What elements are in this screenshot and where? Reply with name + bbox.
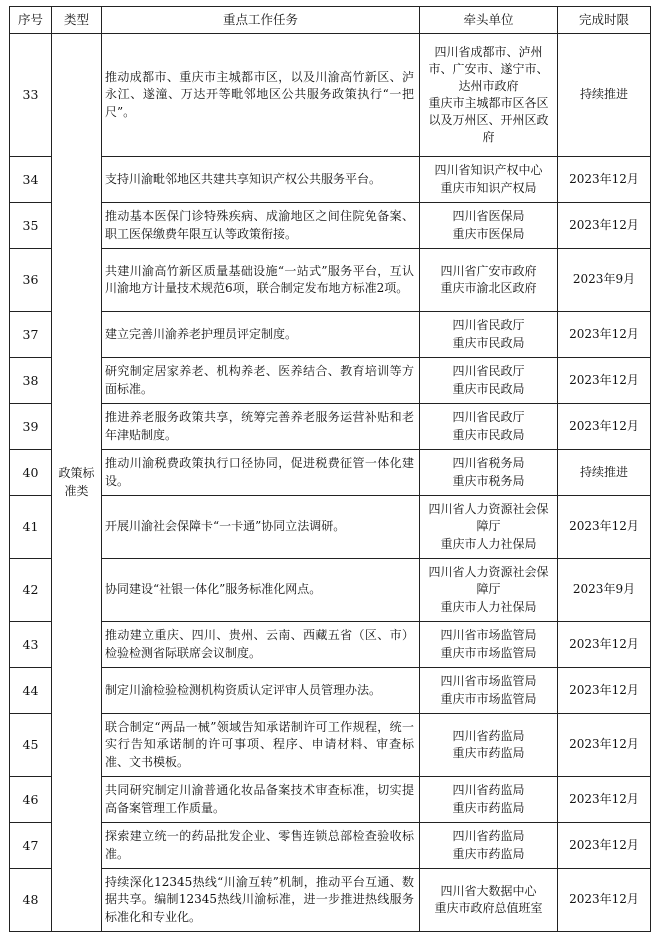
lead-unit: 重庆市主城都市区各区以及万州区、开州区政府	[428, 96, 549, 145]
lead-unit: 重庆市市场监管局	[440, 645, 537, 660]
lead-unit-cell	[420, 34, 558, 157]
table-row	[10, 249, 651, 312]
lead-unit: 重庆市民政局	[452, 427, 525, 442]
table-header-row	[10, 7, 651, 34]
task-table	[9, 6, 651, 932]
category-cell: 政策标准类	[52, 34, 102, 932]
deadline-cell: 持续推进	[558, 450, 651, 496]
lead-unit: 重庆市市场监管局	[440, 691, 537, 706]
header-task: 重点工作任务	[102, 7, 420, 34]
lead-unit: 四川省市场监管局	[440, 628, 537, 643]
row-number: 36	[10, 249, 52, 312]
row-number: 41	[10, 496, 52, 559]
table-row	[10, 668, 651, 714]
lead-unit: 重庆市药监局	[452, 746, 525, 760]
row-number: 37	[10, 312, 52, 358]
table-row	[10, 312, 651, 358]
header-deadline: 完成时限	[558, 7, 651, 34]
lead-unit: 四川省民政厅	[452, 318, 525, 333]
task-cell: 推动川渝税费政策执行口径协同，促进税费征管一体化建设。	[102, 450, 420, 496]
row-number: 33	[10, 34, 52, 157]
lead-unit-cell	[420, 777, 558, 823]
lead-unit-cell	[420, 249, 558, 312]
lead-unit-cell	[420, 714, 558, 777]
deadline-cell: 2023年12月	[558, 358, 651, 404]
row-number: 48	[10, 869, 52, 932]
lead-unit: 四川省税务局	[452, 456, 525, 471]
lead-unit-cell	[420, 404, 558, 450]
lead-unit: 四川省民政厅	[452, 364, 525, 379]
deadline-cell: 2023年12月	[558, 157, 651, 203]
lead-unit: 四川省成都市、泸州市、广安市、遂宁市、达州市政府	[428, 44, 549, 93]
lead-unit: 四川省药监局	[452, 829, 525, 844]
row-number: 39	[10, 404, 52, 450]
task-cell: 研究制定居家养老、机构养老、医养结合、教育培训等方面标准。	[102, 358, 420, 404]
lead-unit-cell	[420, 358, 558, 404]
lead-unit: 四川省药监局	[452, 728, 525, 743]
row-number: 45	[10, 714, 52, 777]
lead-unit: 重庆市人力社保局	[440, 599, 537, 614]
table-row	[10, 496, 651, 559]
table-row	[10, 157, 651, 203]
lead-unit: 四川省市场监管局	[440, 674, 537, 689]
deadline-cell: 2023年12月	[558, 203, 651, 249]
lead-unit: 重庆市税务局	[452, 473, 525, 488]
deadline-cell: 2023年12月	[558, 622, 651, 668]
deadline-cell: 2023年12月	[558, 714, 651, 777]
lead-unit: 四川省广安市政府	[440, 263, 537, 278]
lead-unit: 四川省大数据中心	[440, 883, 537, 898]
deadline-cell: 2023年12月	[558, 777, 651, 823]
lead-unit-cell	[420, 157, 558, 203]
task-cell: 开展川渝社会保障卡“一卡通”协同立法调研。	[102, 496, 420, 559]
lead-unit-cell	[420, 622, 558, 668]
task-cell: 联合制定“两品一械”领域告知承诺制许可工作规程，统一实行告知承诺制的许可事项、程序、申请材料、审查标准、文书模板。	[102, 714, 420, 777]
lead-unit: 四川省知识产权中心	[434, 163, 543, 178]
lead-unit-cell	[420, 203, 558, 249]
lead-unit: 重庆市民政局	[452, 335, 525, 350]
lead-unit: 重庆市民政局	[452, 381, 525, 396]
task-cell: 共建川渝高竹新区质量基础设施“一站式”服务平台，互认川渝地方计量技术规范6项，联合制定发布地方标准2项。	[102, 249, 420, 312]
table-row	[10, 777, 651, 823]
row-number: 35	[10, 203, 52, 249]
lead-unit: 四川省人力资源社会保障厅	[428, 565, 549, 597]
lead-unit: 重庆市渝北区政府	[440, 281, 537, 295]
lead-unit: 重庆市政府总值班室	[434, 901, 543, 915]
row-number: 47	[10, 823, 52, 869]
row-number: 43	[10, 622, 52, 668]
deadline-cell: 2023年12月	[558, 312, 651, 358]
table-row	[10, 559, 651, 622]
table-row	[10, 450, 651, 496]
task-cell: 持续深化12345热线“川渝互转”机制，推动平台互通、数据共享。编制12345热线川渝标准，进一步推进热线服务标准化和专业化。	[102, 869, 420, 932]
lead-unit: 重庆市药监局	[452, 846, 525, 861]
deadline-cell: 2023年9月	[558, 559, 651, 622]
lead-unit: 重庆市医保局	[452, 226, 525, 241]
table-row	[10, 714, 651, 777]
table-row	[10, 823, 651, 869]
lead-unit-cell	[420, 823, 558, 869]
lead-unit-cell	[420, 312, 558, 358]
row-number: 46	[10, 777, 52, 823]
lead-unit: 重庆市人力社保局	[440, 536, 537, 551]
table-row	[10, 358, 651, 404]
task-cell: 协同建设“社银一体化”服务标准化网点。	[102, 559, 420, 622]
table-row	[10, 622, 651, 668]
lead-unit-cell	[420, 559, 558, 622]
task-cell: 推动成都市、重庆市主城都市区，以及川渝高竹新区、泸永江、遂潼、万达开等毗邻地区公共服务政策执行“一把尺”。	[102, 34, 420, 157]
task-cell: 制定川渝检验检测机构资质认定评审人员管理办法。	[102, 668, 420, 714]
header-type: 类型	[52, 7, 102, 34]
lead-unit-cell	[420, 450, 558, 496]
deadline-cell: 2023年12月	[558, 668, 651, 714]
row-number: 44	[10, 668, 52, 714]
header-lead: 牵头单位	[420, 7, 558, 34]
task-cell: 推动建立重庆、四川、贵州、云南、西藏五省（区、市）检验检测省际联席会议制度。	[102, 622, 420, 668]
row-number: 42	[10, 559, 52, 622]
deadline-cell: 2023年12月	[558, 823, 651, 869]
lead-unit-cell	[420, 668, 558, 714]
table-row	[10, 869, 651, 932]
row-number: 38	[10, 358, 52, 404]
task-cell: 共同研究制定川渝普通化妆品备案技术审查标准，切实提高备案管理工作质量。	[102, 777, 420, 823]
lead-unit: 四川省人力资源社会保障厅	[428, 502, 549, 534]
lead-unit: 四川省药监局	[452, 783, 525, 798]
deadline-cell: 2023年12月	[558, 496, 651, 559]
task-cell: 推动基本医保门诊特殊疾病、成渝地区之间住院免备案、职工医保缴费年限互认等政策衔接。	[102, 203, 420, 249]
lead-unit: 重庆市知识产权局	[440, 180, 537, 195]
deadline-cell: 2023年12月	[558, 404, 651, 450]
deadline-cell: 2023年9月	[558, 249, 651, 312]
lead-unit: 重庆市药监局	[452, 800, 525, 815]
lead-unit: 四川省民政厅	[452, 410, 525, 425]
lead-unit: 四川省医保局	[452, 209, 525, 224]
task-cell: 支持川渝毗邻地区共建共享知识产权公共服务平台。	[102, 157, 420, 203]
lead-unit-cell	[420, 496, 558, 559]
task-cell: 建立完善川渝养老护理员评定制度。	[102, 312, 420, 358]
deadline-cell: 2023年12月	[558, 869, 651, 932]
table-row	[10, 203, 651, 249]
header-no: 序号	[10, 7, 52, 34]
task-cell: 推进养老服务政策共享，统筹完善养老服务运营补贴和老年津贴制度。	[102, 404, 420, 450]
table-row	[10, 404, 651, 450]
row-number: 34	[10, 157, 52, 203]
task-cell: 探索建立统一的药品批发企业、零售连锁总部检查验收标准。	[102, 823, 420, 869]
lead-unit-cell	[420, 869, 558, 932]
row-number: 40	[10, 450, 52, 496]
deadline-cell: 持续推进	[558, 34, 651, 157]
table-row	[10, 34, 651, 157]
